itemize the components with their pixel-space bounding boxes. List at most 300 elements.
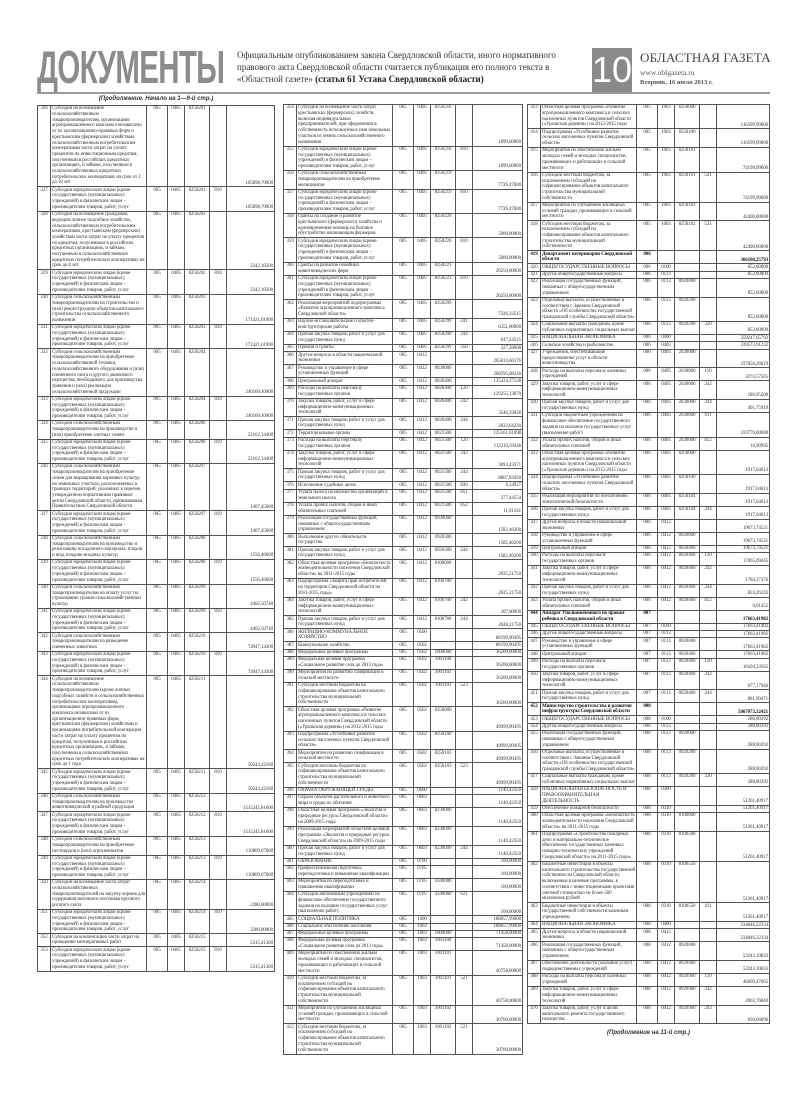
row-number: 422 xyxy=(528,279,541,298)
ministry-code: 005 xyxy=(393,547,414,560)
row-amount: 165898,70000 xyxy=(227,106,275,187)
table-row xyxy=(528,630,770,637)
ministry-code: 007 xyxy=(637,610,658,623)
target-article-code: 0020400 xyxy=(675,552,700,565)
table-row xyxy=(38,879,275,909)
row-number: 440 xyxy=(528,552,541,565)
section-code: 0405 xyxy=(168,560,185,584)
row-amount: 20250,80000 xyxy=(473,262,523,275)
section-code: 1003 xyxy=(414,938,431,951)
table-row xyxy=(528,1005,770,1024)
target-article-code: 0920000 xyxy=(431,515,456,534)
row-number: 344 xyxy=(38,676,51,769)
row-number: 362 xyxy=(284,300,297,319)
row-description: Субсидии местным бюджетам, за исключением субсидий на софинансирование объектов капитального строительства муниципальной собственности xyxy=(541,172,637,202)
ministry-code: 005 xyxy=(393,331,414,344)
row-amount: 246160,10000 xyxy=(227,349,275,396)
row-amount: 246160,10000 xyxy=(227,396,275,420)
table-row xyxy=(528,671,770,690)
ministry-code: 007 xyxy=(637,690,658,703)
row-number: 407 xyxy=(284,930,297,937)
table-row xyxy=(528,651,770,658)
target-article-code xyxy=(675,921,700,928)
expense-type-code: 244 xyxy=(700,584,717,597)
ministry-code: 006 xyxy=(637,532,658,545)
website-link[interactable]: www.oblgazeta.ru xyxy=(640,68,695,77)
expense-type-code xyxy=(210,106,227,187)
row-amount: 852,60000 xyxy=(717,297,770,321)
target-article-code: 0020400 xyxy=(675,651,700,658)
expense-type-code xyxy=(456,951,473,975)
row-amount: 116599,99000 xyxy=(717,105,770,129)
row-number: 351 xyxy=(38,910,51,934)
section-code: 0405 xyxy=(168,676,185,769)
row-amount: 71458,00000 xyxy=(473,938,523,951)
row-description: Субсидии сельскохозяйственным товаропроизводителям на приобретение сельскохозяйственной техники, сельскохозяйственного оборудования и (или) племенного скота и другого движимого имущества, необходимого для производства, хранения и (или) реализации сельскохозяйственной продукции xyxy=(51,349,147,396)
ministry-code: 005 xyxy=(393,669,414,682)
target-article-code xyxy=(431,923,456,930)
section-code: 0405 xyxy=(168,947,185,971)
table-row xyxy=(284,629,523,642)
ministry-code: 005 xyxy=(393,437,414,450)
row-description: Субсидии бюджетным учреждениям на финансовое обеспечение государственного задания на оказание государственных услуг (выполнение работ) xyxy=(541,413,637,437)
section-code: 0412 xyxy=(414,534,431,547)
row-amount: 42400,00000 xyxy=(717,221,770,251)
expense-type-code xyxy=(210,836,227,855)
expense-type-code: 830 xyxy=(456,482,473,489)
row-number: 444 xyxy=(528,610,541,623)
table-row xyxy=(528,716,770,723)
table-row xyxy=(528,251,770,264)
target-article-code: 8250299 xyxy=(431,344,456,351)
section-code: 0405 xyxy=(658,400,675,413)
row-amount: 2342,10500 xyxy=(227,211,275,270)
expense-type-code xyxy=(456,578,473,597)
expense-type-code xyxy=(456,731,473,750)
row-number: 360 xyxy=(284,262,297,275)
ministry-code: 007 xyxy=(637,651,658,658)
section-code: 1003 xyxy=(414,1005,431,1024)
row-number: 452 xyxy=(528,703,541,716)
expense-type-code xyxy=(456,916,473,923)
target-article-code: 8250221 xyxy=(431,262,456,275)
row-number: 375 xyxy=(284,469,297,482)
expense-type-code xyxy=(700,129,717,148)
section-code: 0405 xyxy=(414,170,431,189)
row-description: Субсидии автономным учреждениям на финансовое обеспечение государственного задания на оказание государственных услуг (выполнение работ) xyxy=(297,891,393,915)
ministry-code: 005 xyxy=(393,489,414,502)
section-code: 0310 xyxy=(658,812,675,831)
section-code: 0100 xyxy=(658,264,675,271)
row-amount: 74199,99000 xyxy=(717,172,770,202)
expense-type-code: 521 xyxy=(700,172,717,202)
section-code: 0405 xyxy=(168,349,185,396)
table-row xyxy=(284,669,523,682)
target-article-code xyxy=(675,251,700,264)
expense-type-code xyxy=(210,934,227,947)
expense-type-code xyxy=(700,264,717,271)
expense-type-code: 810 xyxy=(210,439,227,463)
row-amount: 100,00000 xyxy=(473,891,523,915)
expense-type-code: 523 xyxy=(456,682,473,706)
target-article-code xyxy=(431,865,456,878)
row-description: Федеральные целевые программы xyxy=(297,930,393,937)
section-code: 0502 xyxy=(414,669,431,682)
table-row xyxy=(284,975,523,1005)
row-description: Прочая закупка товаров, работ и услуг для государственных нужд xyxy=(297,547,393,560)
row-amount: 1917,64613 xyxy=(717,506,770,519)
row-description: Отдельные выплаты, осуществляемые в соответствии с Законом Свердловской области «Об особенностях государственной гражданской службы Свердловской области» xyxy=(541,297,637,321)
table-row xyxy=(284,238,523,262)
target-article-code: 1001102 xyxy=(431,1005,456,1024)
table-row xyxy=(528,730,770,749)
row-amount: 1582,46200 xyxy=(473,547,523,560)
expense-type-code: 810 xyxy=(456,189,473,213)
ministry-code: 005 xyxy=(147,676,168,769)
row-amount: 100,00000 xyxy=(473,865,523,878)
target-article-code: 8250209 xyxy=(185,608,210,632)
ministry-code: 005 xyxy=(393,975,414,1005)
expense-type-code xyxy=(456,707,473,731)
table-row xyxy=(38,349,275,396)
target-article-code: 1001100 xyxy=(431,656,456,669)
budget-table-column-3 xyxy=(527,104,770,1037)
row-description: Прочая закупка товаров, работ и услуг для государственных нужд xyxy=(297,331,393,344)
target-article-code: 2630000 xyxy=(675,437,700,450)
row-description: Субсидии на возмещение части затрат сельскохозяйственных товаропроизводителей на закупку кормов для содержания маточного поголовья крупного рогатого скота xyxy=(52,880,145,909)
row-number: 424 xyxy=(528,322,541,335)
section-code: 1000 xyxy=(414,916,431,923)
table-row xyxy=(528,986,770,1005)
row-amount: 401,75919 xyxy=(717,400,770,413)
row-description: Реализация государственных функций, связанных с общегосударственным управлением xyxy=(541,279,637,298)
ministry-code: 005 xyxy=(393,300,414,319)
target-article-code: 8250213 xyxy=(185,836,210,855)
row-number: 406 xyxy=(284,923,297,930)
row-number: 427 xyxy=(528,349,541,368)
expense-type-code xyxy=(456,214,473,238)
ministry-code: 008 xyxy=(637,942,658,961)
table-row xyxy=(284,189,523,213)
row-number: 451 xyxy=(528,690,541,703)
ministry-code: 005 xyxy=(637,129,658,148)
section-code: 0412 xyxy=(414,560,431,579)
expense-type-code xyxy=(700,342,717,349)
ministry-code: 005 xyxy=(393,826,414,845)
row-amount: 677,17946 xyxy=(717,671,770,690)
row-number: 468 xyxy=(528,973,541,986)
expense-type-code: 110 xyxy=(700,973,717,986)
section-code: 0412 xyxy=(658,597,675,610)
row-number: 411 xyxy=(284,1005,297,1024)
target-article-code: 0920200 xyxy=(675,297,700,321)
row-description: Расходы на выплаты персоналу государственных органов xyxy=(297,385,393,398)
row-number: 379 xyxy=(284,515,297,534)
expense-type-code: 810 xyxy=(456,238,473,262)
expense-type-code xyxy=(456,642,473,649)
ministry-code: 006 xyxy=(637,597,658,610)
table-row xyxy=(284,750,523,763)
expense-type-code xyxy=(700,251,717,264)
expense-type-code xyxy=(456,669,473,682)
section-code: 0405 xyxy=(168,294,185,324)
row-number: 387 xyxy=(284,642,297,649)
row-description: Подпрограмма «Устойчивое развитие сельских населенных пунктов Свердловской области» xyxy=(297,731,393,750)
row-amount: 327,28000 xyxy=(473,344,523,351)
row-number: 397 xyxy=(284,795,297,808)
section-code: 0300 xyxy=(658,786,675,805)
row-number: 364 xyxy=(284,331,297,344)
table-row xyxy=(528,545,770,552)
ministry-code: 005 xyxy=(637,221,658,251)
ministry-code: 005 xyxy=(393,482,414,489)
table-row xyxy=(284,365,523,378)
row-description: Центральный аппарат xyxy=(541,651,637,658)
row-amount: 1407,45000 xyxy=(227,511,275,535)
section-code: 0405 xyxy=(658,437,675,450)
table-row xyxy=(38,270,275,294)
row-description: ЖИЛИЩНО-КОММУНАЛЬНОЕ ХОЗЯЙСТВО xyxy=(297,629,393,642)
target-article-code: 0020000 xyxy=(431,365,456,378)
section-code: 1003 xyxy=(658,202,675,221)
target-article-code xyxy=(675,623,700,630)
row-description: Расходы на выплаты персоналу государственных органов xyxy=(297,437,393,450)
expense-type-code: 810 xyxy=(210,187,227,211)
expense-type-code xyxy=(456,930,473,937)
expense-type-code xyxy=(700,349,717,368)
row-description: Уплата прочих налогов, сборов и иных обязательных платежей xyxy=(297,502,393,515)
row-description: ОБЩЕГОСУДАРСТВЕННЫЕ ВОПРОСЫ xyxy=(541,264,637,271)
row-number: 405 xyxy=(284,916,297,923)
table-row xyxy=(528,597,770,610)
ministry-code: 005 xyxy=(637,172,658,202)
row-amount: 188057,99000 xyxy=(473,916,523,923)
section-code: 0412 xyxy=(414,378,431,385)
ministry-code: 005 xyxy=(393,146,414,170)
row-description: Областная целевая программа «Экология и природные ресурсы Свердловской области» на 2009-2015 годы xyxy=(297,808,393,827)
row-amount: 5000,00000 xyxy=(473,214,523,238)
row-amount: 1582,46200 xyxy=(473,534,523,547)
table-row xyxy=(284,214,523,238)
expense-type-code: 242 xyxy=(700,565,717,584)
row-amount: 17663,41982 xyxy=(717,630,770,637)
row-amount: 51261,40917 xyxy=(717,812,770,831)
row-amount: 260595,08226 xyxy=(473,365,523,378)
ministry-code: 008 xyxy=(637,929,658,942)
row-description: Уплата налога на имущество организаций и земельного налога xyxy=(297,489,393,502)
target-article-code: 1001101 xyxy=(431,975,456,1005)
row-amount: 1899,60000 xyxy=(473,146,523,170)
table-row xyxy=(38,793,275,812)
table-row xyxy=(284,1024,523,1054)
row-amount: 377,44554 xyxy=(473,489,523,502)
ministry-code: 005 xyxy=(147,910,168,934)
target-article-code: 8250208 xyxy=(185,535,210,559)
expense-type-code xyxy=(700,831,717,861)
table-row xyxy=(528,805,770,812)
target-article-code: 1000000 xyxy=(431,649,456,656)
row-amount: 359247,65793 xyxy=(717,335,770,342)
section-code: 1003 xyxy=(658,172,675,202)
target-article-code xyxy=(675,630,700,637)
ministry-code: 006 xyxy=(637,450,658,474)
section-code: 0405 xyxy=(658,368,675,381)
row-number: 385 xyxy=(284,616,297,629)
row-amount: 22162,14400 xyxy=(227,421,275,440)
section-code: 0502 xyxy=(414,750,431,763)
table-row xyxy=(284,826,523,845)
table-row xyxy=(284,649,523,656)
row-amount: 7326,32515 xyxy=(473,300,523,319)
table-row xyxy=(284,938,523,951)
target-article-code xyxy=(431,795,456,808)
target-article-code: 8250206 xyxy=(185,439,210,463)
target-article-code: 0920300 xyxy=(431,534,456,547)
row-description: Подпрограмма «Строительство пожарных депо и материально-техническое обеспечение государственных казенных пожарно-технических учреждений Свердловской области» на 2011-2015 годы» xyxy=(541,831,637,861)
target-article-code: 8250212 xyxy=(185,812,210,836)
target-article-code: 1001102 xyxy=(431,1024,456,1054)
ministry-code: 008 xyxy=(637,723,658,730)
row-number: 464 xyxy=(528,921,541,928)
row-description: Другие общегосударственные вопросы xyxy=(541,723,637,730)
target-article-code: 0020000 xyxy=(675,532,700,545)
expense-type-code: 852 xyxy=(456,502,473,515)
table-row xyxy=(284,682,523,706)
ministry-code: 005 xyxy=(393,262,414,275)
row-amount: 42400,00000 xyxy=(717,202,770,221)
ministry-code: 005 xyxy=(393,916,414,923)
ministry-code: 005 xyxy=(147,511,168,535)
table-row xyxy=(284,1005,523,1024)
row-number: 336 xyxy=(38,464,51,511)
table-row xyxy=(528,703,770,716)
section-code: 0113 xyxy=(658,630,675,637)
expense-type-code xyxy=(210,584,227,608)
expense-type-code xyxy=(456,656,473,669)
row-description: Социальные выплаты гражданам, кроме публичных нормативных социальных выплат xyxy=(542,322,635,334)
row-number: 435 xyxy=(528,493,541,506)
section-code: 0405 xyxy=(658,493,675,506)
row-description: Областная целевая программа «Развитие агропромышленного комплекса и сельских населенных пунктов Свердловской области («Уральская деревня») на 2012-2015 годы xyxy=(297,707,393,731)
row-amount: 0,34927 xyxy=(473,482,523,489)
row-number: 458 xyxy=(528,786,541,805)
ministry-code: 006 xyxy=(637,271,658,278)
ministry-code: 005 xyxy=(393,398,414,417)
ministry-code: 005 xyxy=(147,652,168,676)
section-code: 0502 xyxy=(414,682,431,706)
table-row xyxy=(528,903,770,922)
table-row xyxy=(528,960,770,973)
section-code: 0405 xyxy=(414,275,431,299)
expense-type-code: 810 xyxy=(210,855,227,879)
expense-type-code: 810 xyxy=(210,270,227,294)
row-amount: 86199,90495 xyxy=(473,642,523,649)
row-description: Гранты на создание и развитие крестьянского (фермерского) хозяйства и единовременная помощь на бытовое обустройство начинающим фермерам xyxy=(297,214,393,238)
ministry-code: 005 xyxy=(393,515,414,534)
section-code: 0405 xyxy=(414,300,431,319)
row-amount: 366100,25793 xyxy=(717,251,770,264)
ministry-code: 006 xyxy=(637,381,658,400)
expense-type-code: 852 xyxy=(700,437,717,450)
expense-type-code xyxy=(700,786,717,805)
row-description: Субсидии на возмещение сельскохозяйственным товаропроизводителям (кроме личных подсобных хозяйств и сельскохозяйственных потребительских кооперативов), организациям агропромышленного комплекса независимо от их организационно-правовых форм, крестьянским (фермерским) хозяйствам и организациям потребительской кооперации части затрат на уплату процентов по кредитам, полученным в российских кредитных организациях, и займам, полученным в сельскохозяйственных кредитных потребительских кооперативах на срок до 1 года xyxy=(51,676,147,769)
table-row xyxy=(528,342,770,349)
ministry-code: 005 xyxy=(393,731,414,750)
row-description: НАЦИОНАЛЬНАЯ БЕЗОПАСНОСТЬ И ПРАВООХРАНИТЕЛЬНАЯ ДЕЯТЕЛЬНОСТЬ xyxy=(541,786,637,805)
row-number: 394 xyxy=(284,750,297,763)
row-amount: 881,90471 xyxy=(717,690,770,703)
section-code: 0412 xyxy=(658,973,675,986)
row-description: Закупка товаров, работ, услуг в целях капитального ремонта государственного имущества xyxy=(541,1005,637,1024)
row-description: Субсидии местным бюджетам на софинансирование объектов капитального строительства муниципальной собственности xyxy=(297,763,393,787)
continued-to-note: (Продолжение на 11-й стр.) xyxy=(607,1030,690,1037)
table-row xyxy=(284,450,523,469)
table-row xyxy=(528,812,770,831)
row-number: 378 xyxy=(284,502,297,515)
expense-type-code xyxy=(456,750,473,763)
section-code: 0412 xyxy=(414,578,431,597)
table-row xyxy=(528,172,770,202)
row-description: Бюджетные инвестиции в объекты капитального строительства государственной собственности Свердловской области, включенные в целевые программы, в соответствии с инвестиционными проектами сметной стоимостью не более 500 миллионов рублей xyxy=(542,862,635,902)
table-row xyxy=(38,910,275,934)
row-amount: 2342,10500 xyxy=(227,270,275,294)
row-number: 332 xyxy=(38,349,51,396)
row-description: Другие вопросы в области национальной экономики xyxy=(541,519,637,532)
row-number: 460 xyxy=(528,812,541,831)
section-code: 0405 xyxy=(168,879,185,909)
ministry-code: 008 xyxy=(637,1005,658,1024)
table-row xyxy=(284,437,523,450)
table-row xyxy=(38,211,275,270)
section-code: 0502 xyxy=(414,763,431,787)
target-article-code xyxy=(675,805,700,812)
target-article-code: 1001103 xyxy=(431,669,456,682)
row-amount: 53243,10833 xyxy=(717,942,770,961)
row-number: 334 xyxy=(38,421,51,440)
target-article-code: 2630000 xyxy=(675,400,700,413)
section-code: 0100 xyxy=(658,716,675,723)
row-description: Учреждения, обеспечивающие предоставление услуг в области животноводства xyxy=(541,349,637,368)
table-row xyxy=(528,749,770,773)
target-article-code: 8250212 xyxy=(185,793,210,812)
row-number: 335 xyxy=(38,439,51,463)
table-row xyxy=(38,560,275,584)
row-description: Субсидии сельскохозяйственным товаропроизводителям на оплату услуг по страхованию урожая сельскохозяйственных культур xyxy=(51,584,147,608)
row-description: Мероприятия по развитию газификации в сельской местности xyxy=(297,750,393,763)
row-number: 462 xyxy=(528,861,541,903)
section-code: 0603 xyxy=(414,845,431,858)
section-code: 0405 xyxy=(168,324,185,348)
expense-type-code xyxy=(456,352,473,365)
section-code: 0502 xyxy=(414,731,431,750)
ministry-code: 006 xyxy=(637,322,658,335)
table-row xyxy=(38,947,275,971)
ministry-code: 005 xyxy=(147,812,168,836)
row-amount: 110809,67000 xyxy=(227,855,275,879)
ministry-code: 008 xyxy=(637,730,658,749)
row-number: 340 xyxy=(38,584,51,608)
section-code: 0412 xyxy=(658,942,675,961)
table-row xyxy=(284,489,523,502)
section-code: 0412 xyxy=(414,469,431,482)
row-amount: 1917,64613 xyxy=(717,450,770,474)
row-number: 343 xyxy=(38,652,51,676)
target-article-code: 8250100 xyxy=(675,474,700,493)
row-description: Мероприятия по улучшению жилищных условий граждан, проживающих в сельской местности xyxy=(297,1005,393,1024)
expense-type-code xyxy=(210,464,227,511)
ministry-code: 008 xyxy=(637,973,658,986)
row-number: 455 xyxy=(528,730,541,749)
